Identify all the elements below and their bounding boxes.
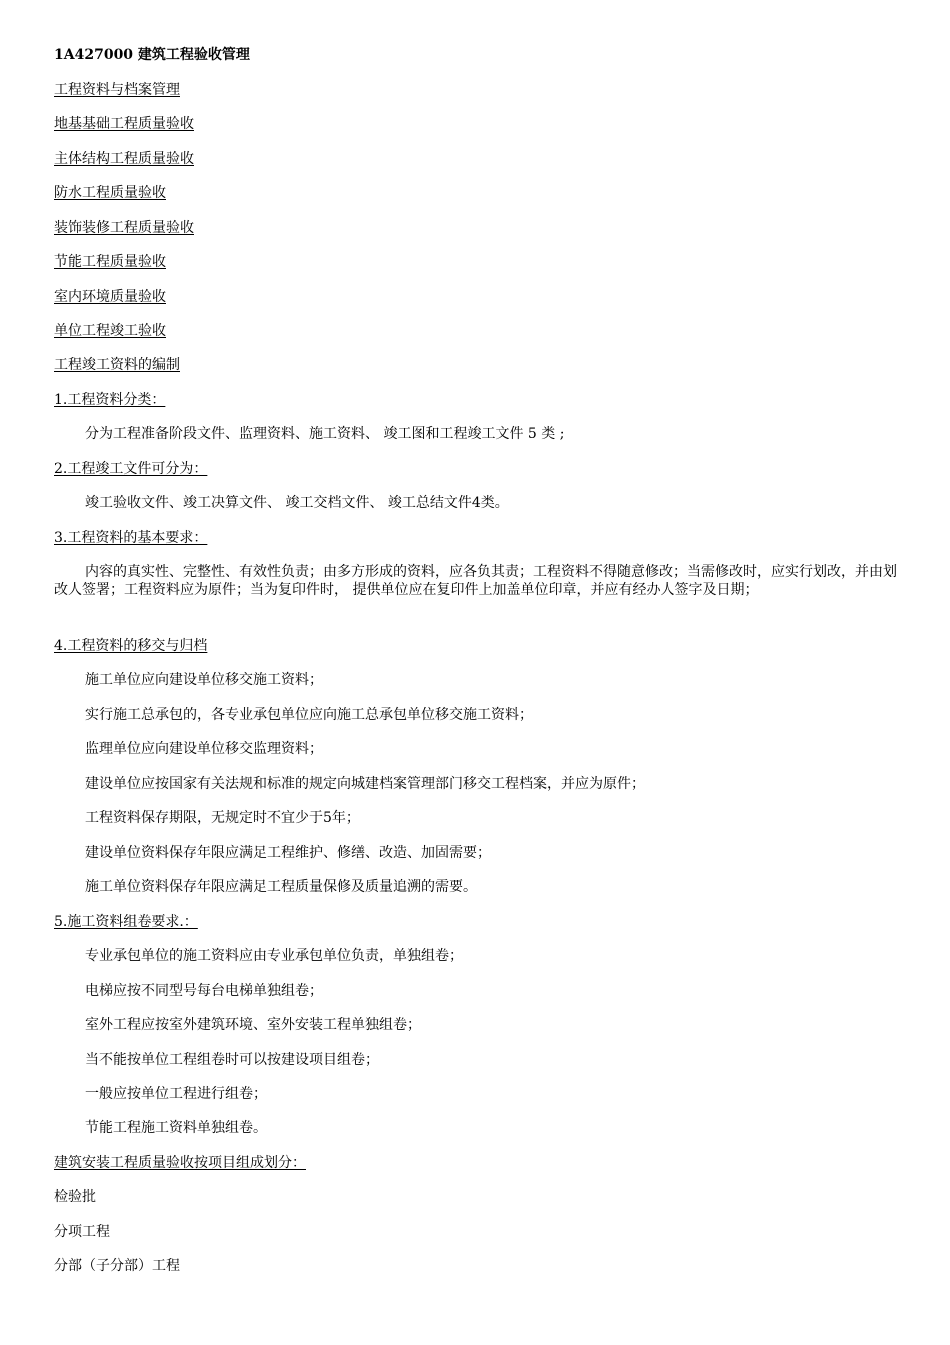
- list-item: 室外工程应按室外建筑环境、室外安装工程单独组卷；: [85, 1017, 421, 1033]
- list-item: 监理单位应向建设单位移交监理资料；: [85, 741, 323, 757]
- section-heading: 4.工程资料的移交与归档: [54, 638, 208, 654]
- list-item: 实行施工总承包的，各专业承包单位应向施工总承包单位移交施工资料；: [85, 707, 533, 723]
- list-item: 检验批: [54, 1189, 96, 1205]
- toc-link[interactable]: 防水工程质量验收: [54, 185, 166, 201]
- toc-link[interactable]: 单位工程竣工验收: [54, 323, 166, 339]
- toc-link[interactable]: 工程竣工资料的编制: [54, 357, 180, 373]
- toc-link[interactable]: 地基基础工程质量验收: [54, 116, 194, 132]
- toc-link[interactable]: 节能工程质量验收: [54, 254, 166, 270]
- list-item: 一般应按单位工程进行组卷；: [85, 1086, 267, 1102]
- section-heading: 建筑安装工程质量验收按项目组成划分：: [54, 1155, 306, 1171]
- list-item: 施工单位应向建设单位移交施工资料；: [85, 672, 323, 688]
- list-item: 建设单位应按国家有关法规和标准的规定向城建档案管理部门移交工程档案，并应为原件；: [85, 776, 645, 792]
- section-body: 竣工验收文件、竣工决算文件、 竣工交档文件、 竣工总结文件4类。: [85, 495, 509, 511]
- list-item: 施工单位资料保存年限应满足工程质量保修及质量追溯的需要。: [85, 879, 477, 895]
- section-heading: 2.工程竣工文件可分为：: [54, 461, 208, 477]
- toc-link[interactable]: 主体结构工程质量验收: [54, 151, 194, 167]
- list-item: 工程资料保存期限，无规定时不宜少于5年；: [85, 810, 360, 826]
- toc-link[interactable]: 室内环境质量验收: [54, 289, 166, 305]
- section-heading: 3.工程资料的基本要求：: [54, 530, 208, 546]
- section-heading: 5.施工资料组卷要求.：: [54, 914, 198, 930]
- list-item: 当不能按单位工程组卷时可以按建设项目组卷；: [85, 1052, 379, 1068]
- list-item: 节能工程施工资料单独组卷。: [85, 1120, 267, 1136]
- list-item: 专业承包单位的施工资料应由专业承包单位负责，单独组卷；: [85, 948, 463, 964]
- list-item: 分部（子分部）工程: [54, 1258, 180, 1274]
- document-title: 1A427000 建筑工程验收管理: [54, 47, 250, 63]
- list-item: 分项工程: [54, 1224, 110, 1240]
- list-item: 电梯应按不同型号每台电梯单独组卷；: [85, 983, 323, 999]
- section-heading: 1.工程资料分类：: [54, 392, 166, 408]
- section-body: 分为工程准备阶段文件、监理资料、施工资料、 竣工图和工程竣工文件 5 类 ;: [85, 426, 565, 442]
- toc-link[interactable]: 装饰装修工程质量验收: [54, 220, 194, 236]
- section-paragraph: 内容的真实性、完整性、有效性负责；由多方形成的资料，应各负其责；工程资料不得随意修改；当需修改时，应实行划改，并由划改人签署；工程资料应为原件；当为复印件时， 提供单位应在复印件上加盖单位印章，并应有经办人签字及日期；: [54, 564, 897, 598]
- toc-link[interactable]: 工程资料与档案管理: [54, 82, 180, 98]
- list-item: 建设单位资料保存年限应满足工程维护、修缮、改造、加固需要；: [85, 845, 491, 861]
